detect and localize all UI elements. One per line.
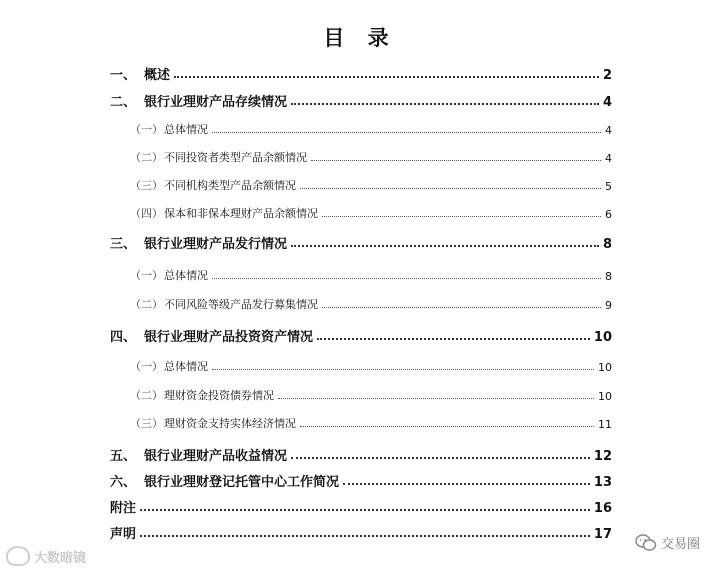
toc-entry-page: 17 [593,527,612,542]
toc-subentry[interactable] [130,415,612,431]
dot-leader [343,482,590,485]
toc-entry-number: （一） [130,123,163,136]
dot-leader [322,215,601,217]
toc-subentry[interactable] [130,205,612,221]
toc-title: 目 录 [323,26,397,50]
watermark-left [6,546,86,566]
dot-leader [291,244,599,247]
toc-entry-label: 理财资金支持实体经济情况 [164,417,296,430]
toc-entry-page: 12 [593,449,612,464]
toc-entry-label: 银行业理财产品收益情况 [144,449,288,464]
toc-entry-number: 四、 [110,330,137,345]
toc-entry-section-5[interactable] [110,445,612,464]
toc-entry-label: 概述 [144,68,171,83]
toc-entry-page: 4 [605,152,612,165]
toc-entry-number: 五、 [110,449,137,464]
toc-subentry[interactable] [130,358,612,374]
toc-entry-number: （一） [130,360,163,373]
toc-entry-section-4[interactable] [110,326,612,345]
watermark-right [635,533,700,552]
toc-entry-number: （二） [130,298,163,311]
toc-entry-section-6[interactable] [110,471,612,490]
toc-entry-label: 不同风险等级产品发行募集情况 [164,298,318,311]
toc-entry-label: 银行业理财产品投资资产情况 [144,330,314,345]
watermark-right-text: 交易圈 [660,537,700,552]
toc-subentry[interactable] [130,149,612,165]
toc-entry-page: 4 [605,124,612,137]
toc-entry-page: 10 [598,390,612,403]
toc-entry-label: 附注 [110,501,137,516]
toc-entry-label: 声明 [110,527,137,542]
toc-entry-section-3[interactable] [110,233,612,252]
toc-entry-page: 5 [605,180,612,193]
wechat-icon [635,534,657,552]
toc-entry-number: 三、 [110,237,137,252]
toc-subentry[interactable] [130,296,612,312]
toc-entry-page: 10 [593,330,612,345]
toc-entry-number: 六、 [110,475,137,490]
toc-entry-number: （三） [130,179,163,192]
toc-subentry[interactable] [130,121,612,137]
dot-leader [291,102,599,105]
toc-entry-number: （一） [130,269,163,282]
dot-leader [140,508,590,511]
dot-leader [140,534,590,537]
toc-entry-label: 银行业理财产品发行情况 [144,237,288,252]
toc-entry-number: （二） [130,389,163,402]
toc-entry-number: （二） [130,151,163,164]
dot-leader [212,368,594,370]
toc-entry-label: 总体情况 [164,123,208,136]
toc-entry-label: 理财资金投资债券情况 [164,389,274,402]
toc-entry-notes[interactable] [110,497,612,516]
toc-entry-label: 总体情况 [164,360,208,373]
dot-leader [300,425,594,427]
toc-entry-page: 8 [605,270,612,283]
toc-entry-statement[interactable] [110,523,612,542]
toc-entry-page: 16 [593,501,612,516]
toc-entry-number: 二、 [110,95,137,110]
toc-entry-section-2[interactable] [110,91,612,110]
toc-entry-page: 2 [602,68,612,83]
toc-entry-page: 8 [602,237,612,252]
toc-subentry[interactable] [130,387,612,403]
toc-entry-label: 总体情况 [164,269,208,282]
dot-leader [212,277,601,279]
toc-subentry[interactable] [130,267,612,283]
dot-leader [174,75,599,78]
dot-leader [317,337,590,340]
toc-subentry[interactable] [130,177,612,193]
toc-entry-page: 11 [598,418,612,431]
toc-entry-page: 6 [605,208,612,221]
toc-entry-overview[interactable] [110,64,612,83]
toc-entry-page: 13 [593,475,612,490]
dot-leader [322,306,601,308]
watermark-left-text: 大数暗镜 [34,550,87,566]
toc-entry-number: 一、 [110,68,137,83]
dot-leader [278,397,594,399]
watermark-logo-icon [6,546,30,566]
dot-leader [300,187,601,189]
toc-entry-label: 保本和非保本理财产品余额情况 [164,207,318,220]
toc-entry-number: （四） [130,207,163,220]
dot-leader [212,131,601,133]
toc-entry-page: 9 [605,299,612,312]
toc-entry-label: 银行业理财产品存续情况 [144,95,288,110]
toc-entry-label: 银行业理财登记托管中心工作简况 [144,475,340,490]
dot-leader [311,159,601,161]
toc-entry-number: （三） [130,417,163,430]
toc-entry-page: 4 [602,95,612,110]
toc-entry-page: 10 [598,361,612,374]
dot-leader [291,456,590,459]
toc-entry-label: 不同机构类型产品余额情况 [164,179,296,192]
toc-entry-label: 不同投资者类型产品余额情况 [164,151,307,164]
